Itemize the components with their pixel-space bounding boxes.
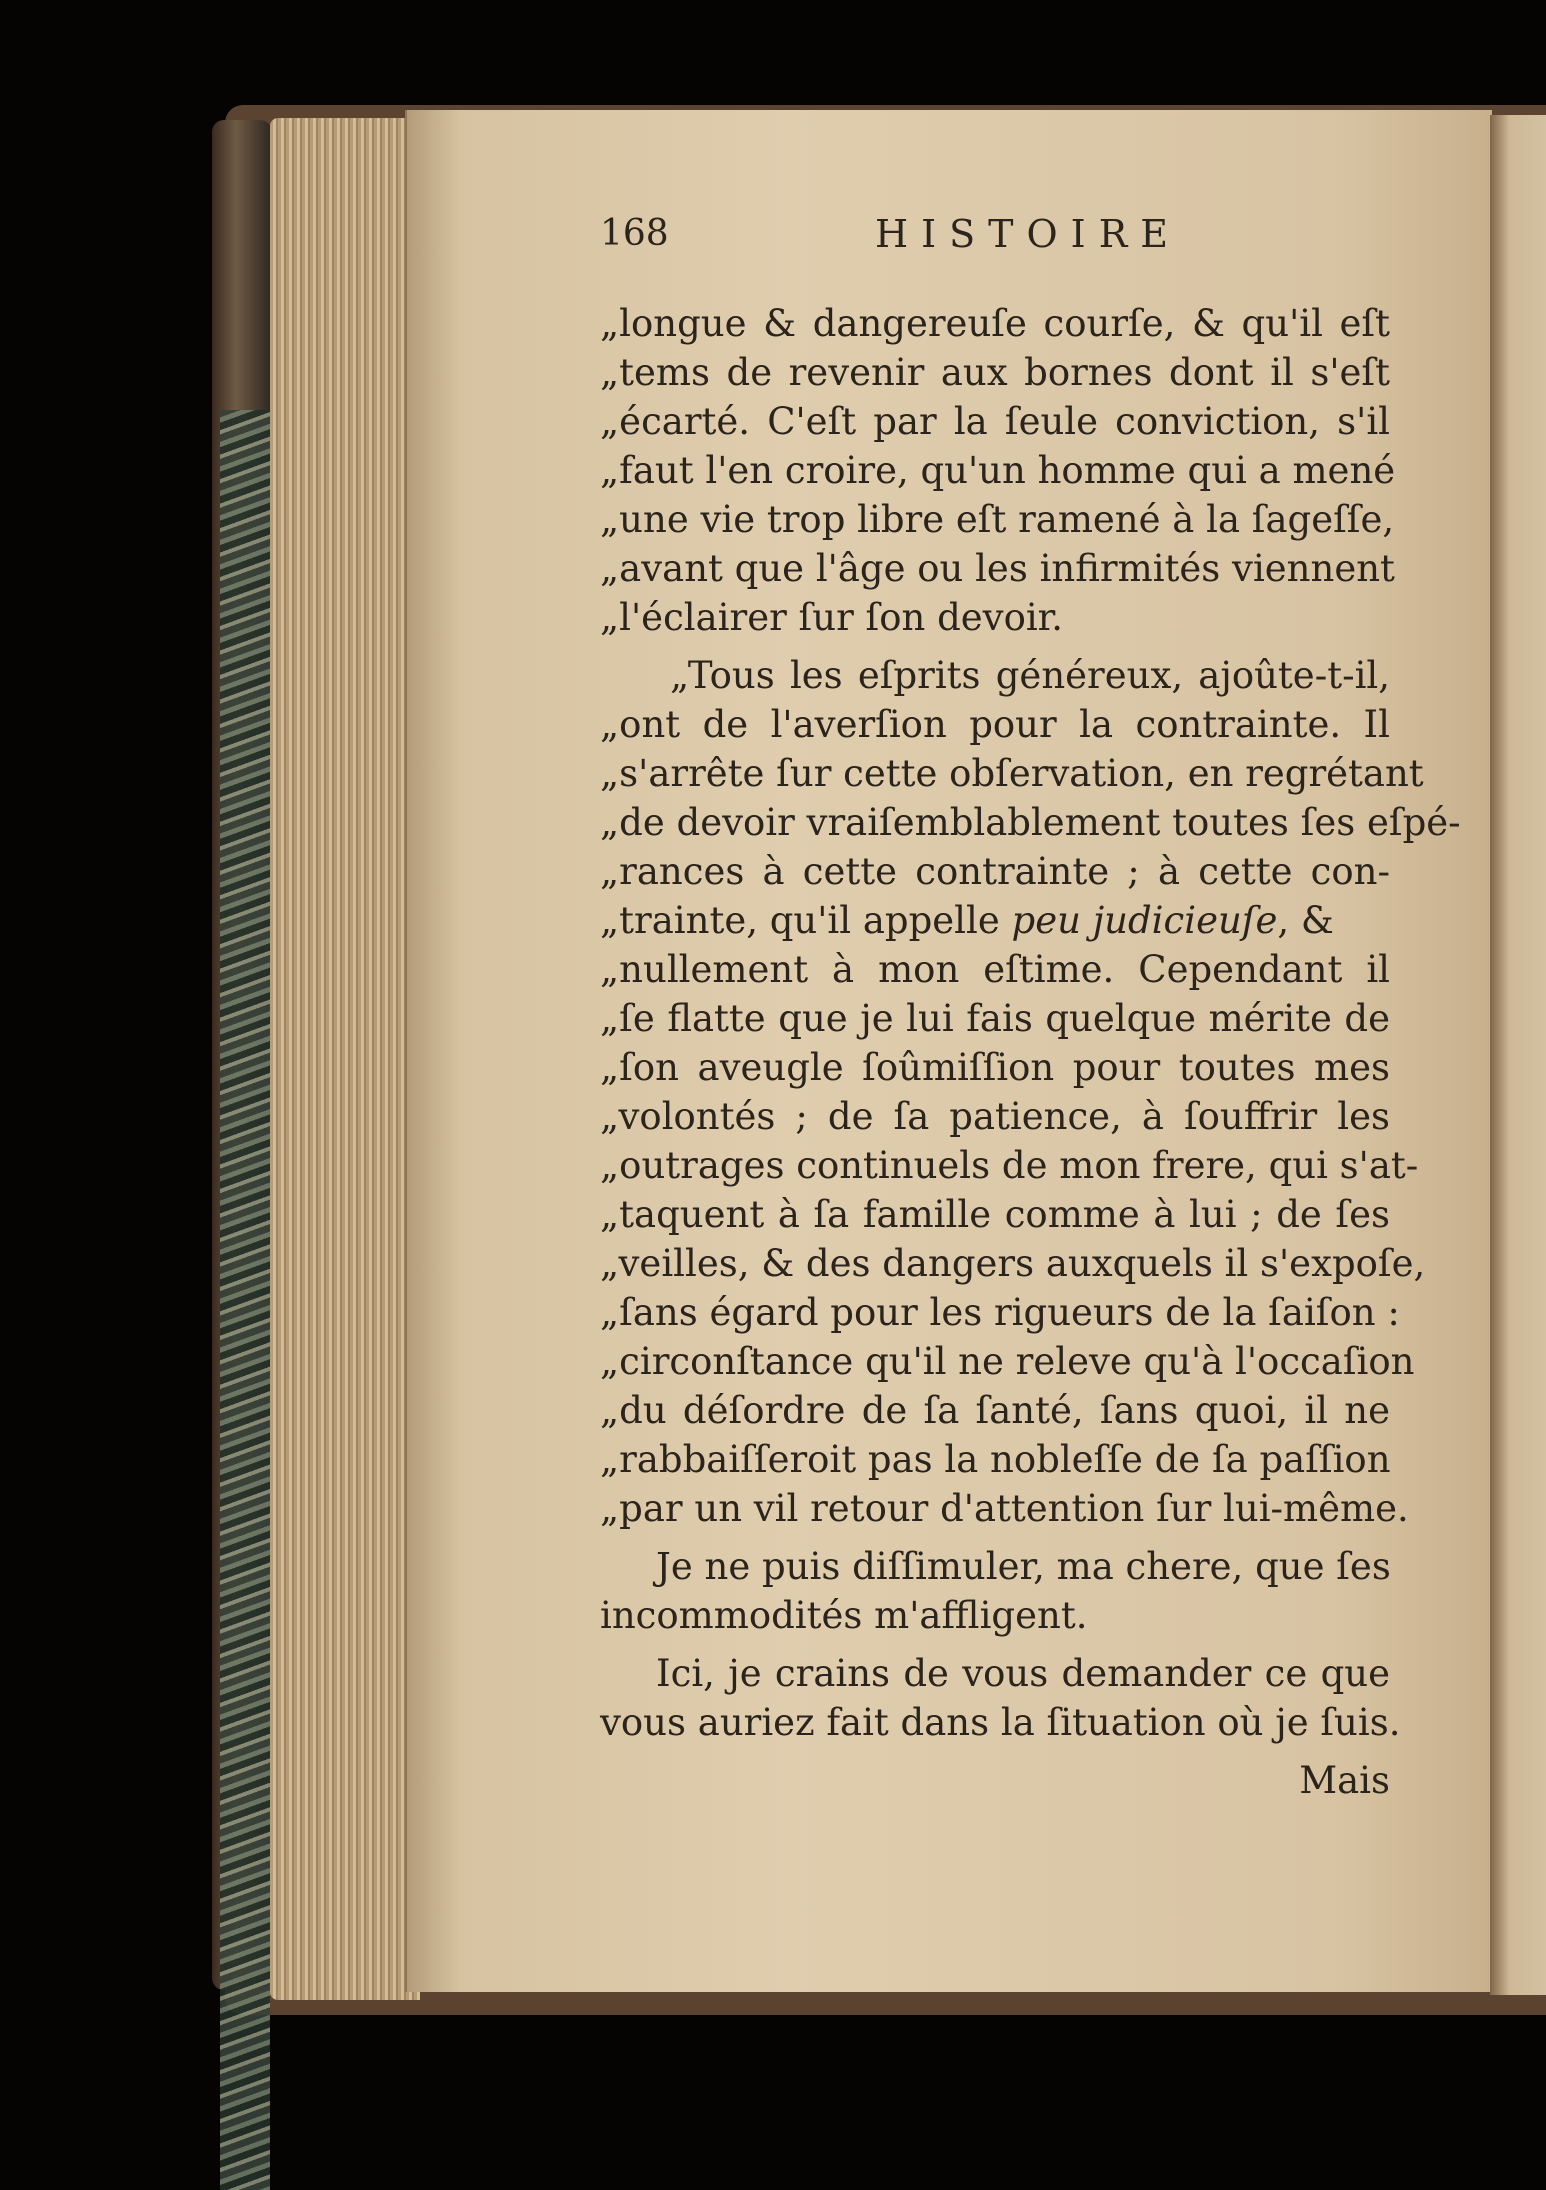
text-line: „Tous les eſprits généreux, ajoûte-t-il, <box>670 654 1390 697</box>
text-line: „outrages continuels de mon frere, qui s'at- <box>600 1144 1419 1187</box>
text-line: „avant que l'âge ou les infirmités viennent <box>600 547 1395 590</box>
text-line: „écarté. C'eſt par la ſeule conviction, s'il <box>600 400 1390 443</box>
italic-phrase: peu judicieuſe <box>1011 899 1278 942</box>
right-page-edge <box>1490 115 1546 1995</box>
text-line: „rances à cette contrainte ; à cette con- <box>600 850 1390 893</box>
page-edges <box>270 118 420 2000</box>
text-line: „circonſtance qu'il ne releve qu'à l'occaſion <box>600 1340 1415 1383</box>
text-line: „tems de revenir aux bornes dont il s'eſt <box>600 351 1390 394</box>
text-line: „de devoir vraiſemblablement toutes ſes eſpé- <box>600 801 1461 844</box>
text-line: „longue & dangereuſe courſe, & qu'il eſt <box>600 302 1390 345</box>
text-line: „ſans égard pour les rigueurs de la ſaiſon : <box>600 1291 1400 1334</box>
text-line: „ſon aveugle ſoûmiſſion pour toutes mes <box>600 1046 1390 1089</box>
text-line: „du déſordre de ſa ſanté, ſans quoi, il ne <box>600 1389 1390 1432</box>
text-line: „faut l'en croire, qu'un homme qui a mené <box>600 449 1396 492</box>
text-line-with-italic <box>600 899 1390 943</box>
text-line: „par un vil retour d'attention ſur lui-même. <box>600 1487 1409 1530</box>
text-segment: , & <box>1277 899 1334 942</box>
text-line: Je ne puis diſſimuler, ma chere, que ſes <box>656 1545 1391 1588</box>
text-line: „l'éclairer ſur ſon devoir. <box>600 596 1064 639</box>
text-line: Ici, je crains de vous demander ce que <box>656 1652 1390 1695</box>
marbled-cover <box>220 410 270 2190</box>
running-title: HISTOIRE <box>875 212 1182 256</box>
text-line: vous auriez fait dans la ſituation où je ſuis. <box>600 1701 1401 1744</box>
page-header <box>600 210 1182 262</box>
text-line: „taquent à ſa famille comme à lui ; de ſes <box>600 1193 1390 1236</box>
text-line: „rabbaiſſeroit pas la nobleſſe de ſa paſſion <box>600 1438 1391 1481</box>
text-segment: „trainte, qu'il appelle <box>600 899 1000 942</box>
catchword: Mais <box>1299 1759 1390 1802</box>
text-line: „nullement à mon eſtime. Cependant il <box>600 948 1390 991</box>
text-line: „veilles, & des dangers auxquels il s'expoſe, <box>600 1242 1426 1285</box>
text-line: „volontés ; de ſa patience, à ſouffrir les <box>600 1095 1390 1138</box>
text-line: „ont de l'averſion pour la contrainte. Il <box>600 703 1390 746</box>
page-number: 168 <box>600 213 669 254</box>
text-line: incommodités m'affligent. <box>600 1594 1088 1637</box>
text-line: „ſe flatte que je lui fais quelque mérite de <box>600 997 1390 1040</box>
text-line: „s'arrête ſur cette obſervation, en regrétant <box>600 752 1424 795</box>
text-line: „une vie trop libre eſt ramené à la ſageſſe, <box>600 498 1395 541</box>
